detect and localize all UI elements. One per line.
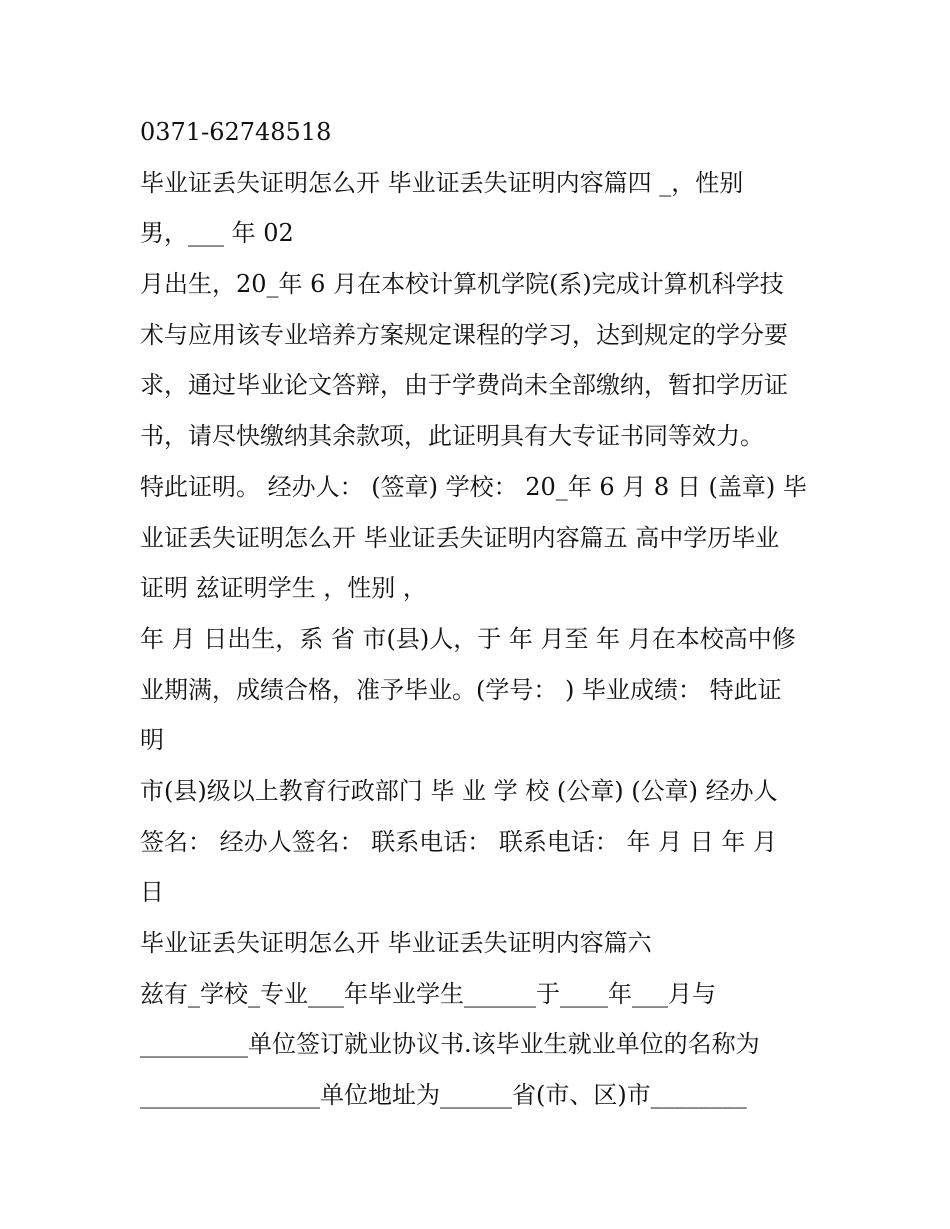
text-line: 签名： 经办人签名： 联系电话： 联系电话： 年 月 日 年 月: [140, 827, 778, 856]
text-line: 业期满，成绩合格，准予毕业。(学号： ) 毕业成绩： 特此证: [140, 675, 782, 704]
text-line: 男，___ 年 02: [140, 219, 294, 248]
text-line: 毕业证丢失证明怎么开 毕业证丢失证明内容篇四 _，性别: [140, 168, 744, 197]
text-line: 证明 兹证明学生 ，性别 ，: [140, 574, 427, 603]
text-line: 市(县)级以上教育行政部门 毕 业 学 校 (公章) (公章) 经办人: [140, 776, 778, 805]
text-line: 年 月 日出生，系 省 市(县)人，于 年 月至 年 月在本校高中修: [140, 624, 796, 653]
text-line: _______________单位地址为______省(市、区)市________: [140, 1081, 747, 1110]
text-line: 兹有_学校_专业___年毕业学生______于____年___月与: [140, 979, 716, 1008]
text-line: 特此证明。 经办人： (签章) 学校： 20_年 6 月 8 日 (盖章) 毕: [140, 472, 807, 501]
text-line: 书，请尽快缴纳其余款项，此证明具有大专证书同等效力。: [140, 422, 764, 451]
text-line: 明: [140, 726, 164, 755]
text-line: 毕业证丢失证明怎么开 毕业证丢失证明内容篇六: [140, 929, 652, 957]
text-line: 业证丢失证明怎么开 毕业证丢失证明内容篇五 高中学历毕业: [140, 523, 780, 552]
text-line: 0371-62748518: [140, 118, 332, 146]
text-line: 求，通过毕业论文答辩，由于学费尚未全部缴纳，暂扣学历证: [140, 371, 788, 400]
text-line: 术与应用该专业培养方案规定课程的学习，达到规定的学分要: [140, 320, 788, 349]
document-body: [140, 107, 830, 1121]
text-line: 月出生，20_年 6 月在本校计算机学院(系)完成计算机科学技: [140, 270, 784, 299]
text-line: 日: [140, 878, 164, 907]
text-line: _________单位签订就业协议书.该毕业生就业单位的名称为: [140, 1030, 760, 1059]
